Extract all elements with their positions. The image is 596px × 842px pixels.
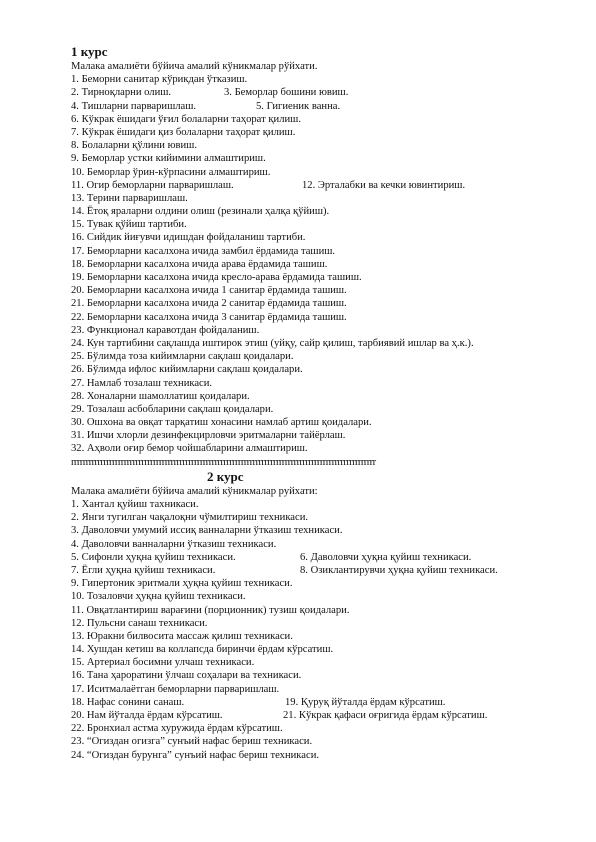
list-item — [71, 442, 531, 455]
list-item-text: 19. Қуруқ йўталда ёрдам кўрсатиш. — [285, 696, 446, 708]
list-item-text: 5. Сифонли ҳуқна қуйиш техникаси. — [71, 551, 236, 563]
list-item-text: 1. Беморни санитар кўрикдан ўтказиш. — [71, 74, 248, 86]
list-item — [71, 390, 531, 403]
list-item-text: 20. Нам йўталда ёрдам кўрсатиш. — [71, 710, 223, 721]
list-item-text: 11. Огир беморларни парваришлаш. — [71, 179, 234, 191]
course1-title: Малака амалиёти бўйича амалий кўникмалар рўйхати. — [71, 61, 318, 72]
list-item-text: 9. Беморлар устки кийимини алмаштириш. — [71, 153, 266, 165]
list-item — [71, 709, 531, 722]
list-item-text: 15. Артериал босимни улчаш техникаси. — [71, 657, 255, 669]
list-item-text: 10. Тозаловчи ҳуқна қуйиш техникаси. — [71, 591, 246, 603]
list-item — [71, 416, 531, 429]
list-item — [71, 643, 531, 656]
list-item — [71, 271, 531, 284]
list-item-text: 4. Тишларни парваришлаш. — [71, 100, 197, 112]
list-item-text: 26. Бўлимда ифлос кийимларни сақлаш қоидалари. — [71, 364, 303, 376]
list-item — [71, 100, 531, 113]
list-item-text: 29. Тозалаш асбобларини сақлаш қоидалари. — [71, 403, 274, 415]
list-item — [71, 192, 531, 205]
list-item — [71, 166, 531, 179]
list-item-text: 7. Кўкрак ёшидаги қиз болаларни таҳорат қилиш. — [71, 126, 296, 138]
list-item — [71, 113, 531, 126]
course2-heading: 2 курс — [207, 468, 244, 484]
list-item-text: 15. Тувак қўйиш тартиби. — [71, 219, 187, 231]
list-item-text: 21. Беморларни касалхона ичида 2 санитар ёрдамида ташиш. — [71, 298, 347, 310]
list-item — [71, 86, 531, 99]
list-item — [71, 377, 531, 390]
list-item-text: 32. Аҳволи оғир бемор чойшабларини алмаштириш. — [71, 443, 308, 455]
list-item — [71, 551, 531, 564]
list-item-text: 4. Даволовчи ванналарни ўтказиш техникаси. — [71, 538, 277, 550]
list-item — [71, 152, 531, 165]
list-item — [71, 722, 531, 735]
list-item-text: 16. Тана ҳароратини ўлчаш соҳалари ва техникаси. — [71, 670, 302, 682]
list-item — [71, 498, 531, 511]
list-item — [71, 617, 531, 630]
list-item — [71, 324, 531, 337]
list-item-text: 8. Болаларни қўлини ювиш. — [71, 140, 197, 152]
list-item — [71, 656, 531, 669]
list-item — [71, 139, 531, 152]
list-item — [71, 630, 531, 643]
list-item — [71, 73, 531, 86]
list-item — [71, 511, 531, 524]
list-item-text: 30. Ошхона ва овқат тарқатиш хонасини намлаб артиш қоидалари. — [71, 417, 372, 429]
list-item — [71, 179, 531, 192]
list-item — [71, 258, 531, 271]
list-item-text: 12. Пульсни санаш техникаси. — [71, 617, 208, 629]
list-item — [71, 231, 531, 244]
list-item — [71, 126, 531, 139]
list-item — [71, 538, 531, 551]
list-item-text: 23. “Огиздан огизга” сунъий нафас бериш техникаси. — [71, 736, 313, 748]
list-item-text: 6. Кўкрак ёшидаги ўғил болаларни таҳорат қилиш. — [71, 113, 301, 125]
list-item-text: 21. Кўкрак қафаси оғригида ёрдам кўрсатиш. — [283, 710, 488, 721]
list-item-text: 28. Хоналарни шамоллатиш қоидалари. — [71, 390, 250, 402]
list-item — [71, 363, 531, 376]
list-item — [71, 669, 531, 682]
list-item-text: 27. Намлаб тозалаш техникаси. — [71, 377, 213, 389]
list-item — [71, 205, 531, 218]
list-item — [71, 429, 531, 442]
list-item-text: 12. Эрталабки ва кечки ювинтириш. — [302, 179, 466, 191]
list-item — [71, 350, 531, 363]
list-item-text: 13. Терини парваришлаш. — [71, 192, 188, 204]
course2-title: Малака амалиёти бўйича амалий кўникмалар руйхати: — [71, 485, 318, 497]
list-item-text: 22. Беморларни касалхона ичида 3 санитар ёрдамида ташиш. — [71, 311, 347, 323]
list-item-text: 6. Даволовчи ҳуқна қуйиш техникаси. — [300, 551, 472, 563]
list-item — [71, 245, 531, 258]
list-item-text: 2. Тирноқларни олиш. — [71, 87, 172, 99]
list-item-text: 10. Беморлар ўрин-кўрпасини алмаштириш. — [71, 166, 271, 178]
list-item-text: 3. Даволовчи умумий иссиқ ванналарни ўтказиш техникаси. — [71, 525, 343, 537]
list-item — [71, 683, 531, 696]
course2-skill-list — [71, 498, 531, 762]
course1-skill-list — [71, 73, 531, 455]
list-item-text: 24. Кун тартибини сақлашда иштирок этиш (уйқу, сайр қилиш, тарбиявий ишлар ва ҳ.к.). — [71, 337, 474, 349]
list-item-text: 14. Хушдан кетиш ва коллапсда биринчи ёрдам кўрсатиш. — [71, 644, 334, 656]
list-item-text: 24. “Огиздан бурунга” сунъий нафас бериш техникаси. — [71, 749, 320, 761]
list-item — [71, 696, 531, 709]
list-item — [71, 524, 531, 537]
list-item-text: 8. Озиклантирувчи ҳуқна қуйиш техникаси. — [300, 564, 498, 576]
list-item — [71, 284, 531, 297]
list-item-text: 17. Иситмалаётган беморларни парваришлаш. — [71, 683, 280, 695]
list-item-text: 3. Беморлар бошини ювиш. — [224, 87, 349, 99]
list-item — [71, 311, 531, 324]
list-item-text: 13. Юракни билвосита массаж қилиш техникаси. — [71, 630, 293, 642]
list-item — [71, 577, 531, 590]
list-item-text: 20. Беморларни касалхона ичида 1 санитар ёрдамида ташиш. — [71, 285, 347, 297]
list-item-text: 18. Нафас сонини санаш. — [71, 696, 185, 708]
list-item-text: 14. Ётоқ яраларни олдини олиш (резинали ҳалқа қўйиш). — [71, 206, 330, 218]
list-item-text: 9. Гипертоник эритмали ҳуқна қуйиш техникаси. — [71, 578, 293, 590]
list-item — [71, 564, 531, 577]
list-item-text: 25. Бўлимда тоза кийимларни сақлаш қоидалари. — [71, 351, 294, 363]
list-item-text: 31. Ишчи хлорли дезинфекцирловчи эритмаларни тайёрлаш. — [71, 430, 346, 442]
list-item-text: 19. Беморларни касалхона ичида кресло-арава ёрдамида ташиш. — [71, 272, 362, 283]
list-item — [71, 735, 531, 748]
list-item-text: 1. Хантал қуйиш тахникаси. — [71, 499, 199, 510]
separator-line: rrrrrrrrrrrrrrrrrrrrrrrrrrrrrrrrrrrrrrrrrrrrrrrrrrrrrrrrrrrrrrrrrrrrrrrrrrrrrrrrrrrrrrrrrrrrrrrrrrrrrrrr — [71, 456, 376, 468]
list-item — [71, 749, 531, 762]
list-item — [71, 218, 531, 231]
document-page — [71, 44, 531, 762]
list-item — [71, 297, 531, 310]
list-item — [71, 604, 531, 617]
list-item-text: 17. Беморларни касалхона ичида замбил ёрдамида ташиш. — [71, 245, 336, 257]
list-item-text: 2. Янги тугилган чақалоқни чўмилтириш техникаси. — [71, 512, 309, 524]
list-item-text: 11. Овқатлантириш варағини (порционник) тузиш қоидалари. — [71, 604, 350, 616]
course1-heading: 1 курс — [71, 44, 108, 59]
list-item — [71, 590, 531, 603]
list-item — [71, 403, 531, 416]
list-item — [71, 337, 531, 350]
list-item-text: 22. Бронхиал астма хуружида ёрдам кўрсатиш. — [71, 723, 283, 735]
list-item-text: 23. Функционал каравотдан фойдаланиш. — [71, 324, 260, 336]
list-item-text: 18. Беморларни касалхона ичида арава ёрдамида ташиш. — [71, 258, 328, 270]
list-item-text: 5. Гигиеник ванна. — [256, 100, 341, 112]
list-item-text: 7. Ёгли ҳуқна қуйиш техникаси. — [71, 564, 216, 576]
list-item-text: 16. Сийдик йиғувчи идишдан фойдаланиш тартиби. — [71, 232, 306, 244]
